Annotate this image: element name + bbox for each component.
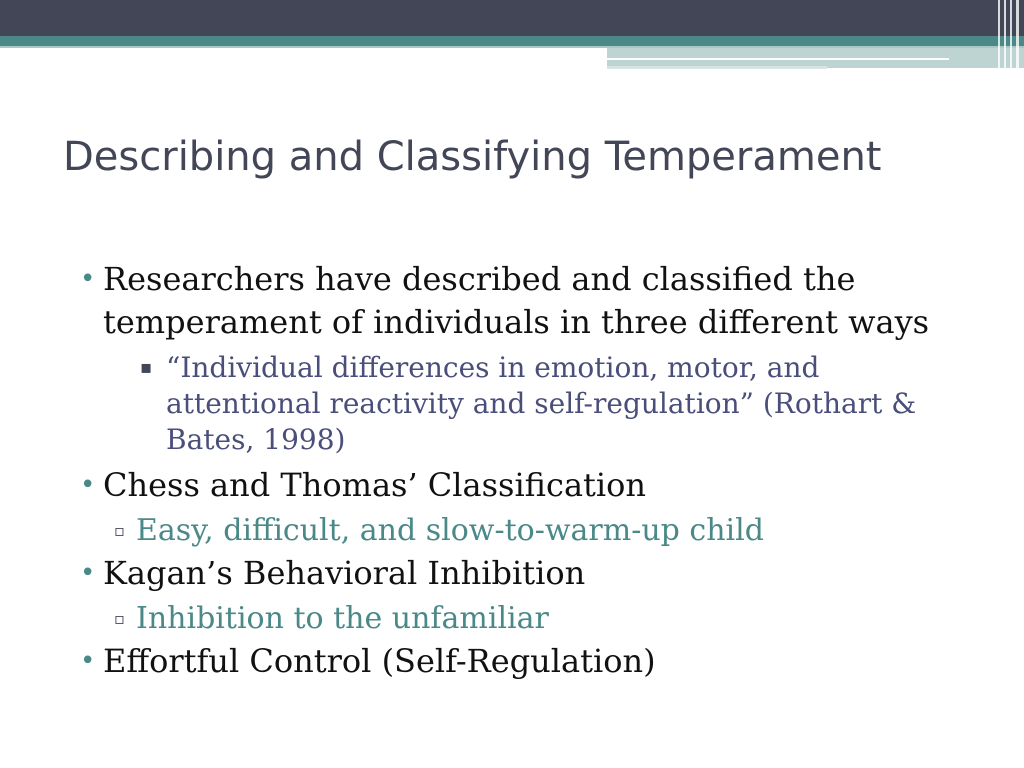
bullet-list [80,258,980,683]
bullet-item [80,258,980,344]
bullet-marker: ▫ [114,521,125,540]
bullet-marker: • [80,646,96,676]
slide-title: Describing and Classifying Temperament [63,134,882,180]
bullet-marker: • [80,470,96,500]
sub-bullet-item [80,510,980,552]
header-band-dark [0,0,1024,36]
bullet-item [80,552,980,595]
header-band-right-low [607,66,827,69]
bullet-marker: ▪ [140,357,153,378]
bullet-item [80,464,980,507]
bullet-text: Kagan’s Behavioral Inhibition [103,554,586,592]
sub-bullet-item [80,350,980,458]
bullet-text: Inhibition to the unfamiliar [136,601,549,636]
bullet-text: Easy, difficult, and slow-to-warm-up child [136,513,764,548]
bullet-marker: ▫ [114,609,125,628]
header-band-right-line [607,58,949,60]
bullet-item [80,640,980,683]
bullet-text: Chess and Thomas’ Classification [103,466,646,504]
bullet-text: Researchers have described and classified the temperament of individuals in three different ways [103,260,930,341]
bullet-text: Effortful Control (Self-Regulation) [103,642,656,680]
bullet-marker: • [80,558,96,588]
bullet-marker: • [80,264,96,294]
edge-stripes [994,0,1024,68]
sub-bullet-item [80,598,980,640]
bullet-text: “Individual differences in emotion, motor, and attentional reactivity and self-regulation” (Rothart & Bates, 1998) [166,351,917,456]
header-band-teal [0,36,1024,46]
